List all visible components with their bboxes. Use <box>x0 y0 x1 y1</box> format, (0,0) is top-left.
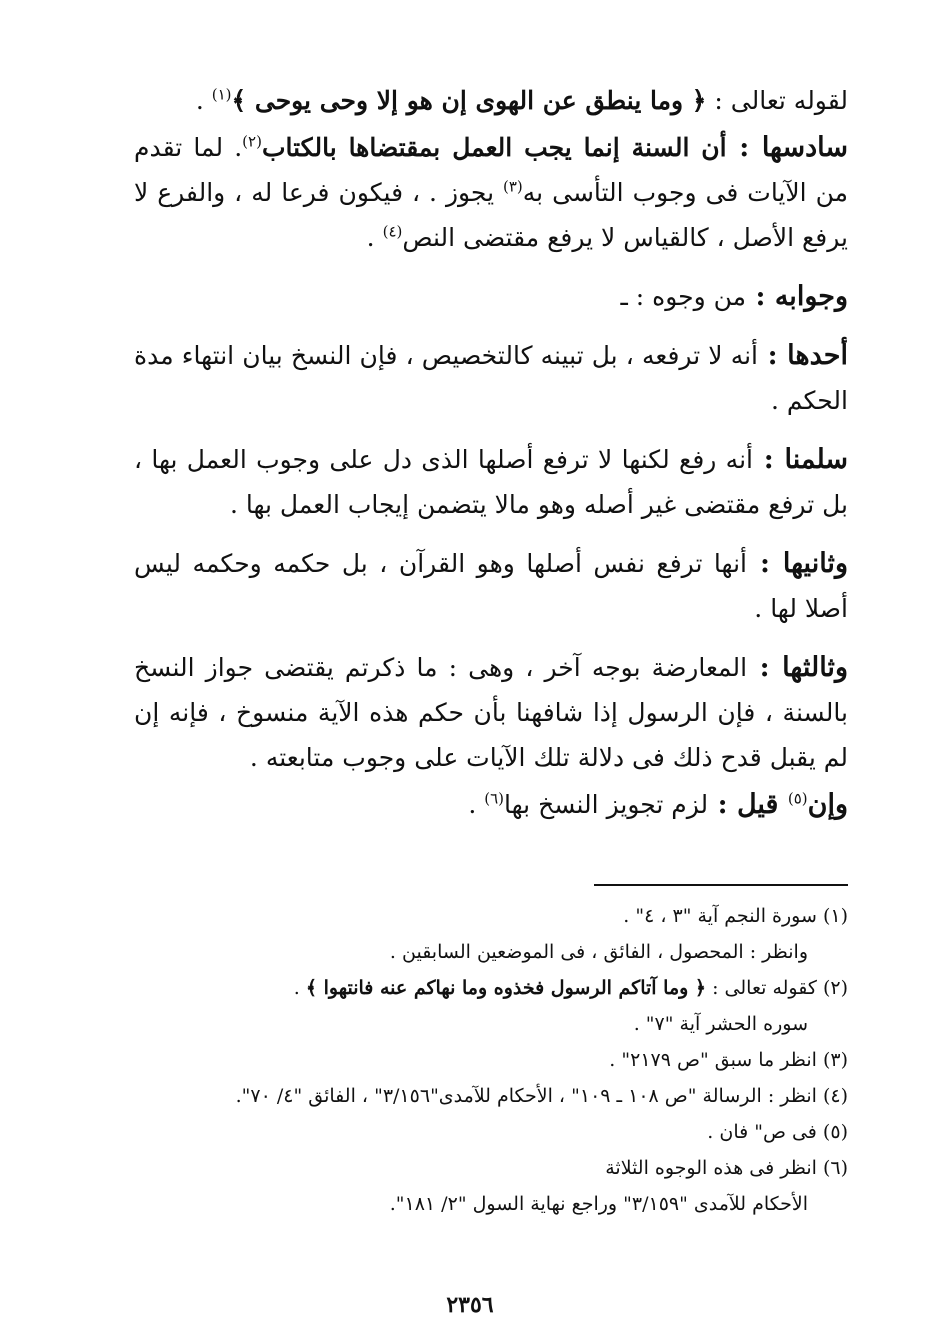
paragraph-text: لزم تجويز النسخ بها <box>504 790 709 819</box>
paragraph-intro <box>134 78 848 123</box>
main-text <box>134 78 848 827</box>
paragraph-tail: . <box>195 86 212 115</box>
footnote-tail: . <box>293 977 306 999</box>
paragraph-granted <box>134 437 848 527</box>
paragraph-text: أن السنة إنما يجب العمل بمقتضاها بالكتاب <box>261 133 727 162</box>
footnote-ref: (٣) <box>503 177 523 196</box>
paragraph-if-said <box>134 782 848 827</box>
footnote-2-continuation: سوره الحشر آية "٧" . <box>633 1013 808 1035</box>
footnote-ref: (٤) <box>382 222 403 241</box>
footnote-ref: (٥) <box>787 789 808 808</box>
footnote-ref: (٦) <box>484 789 505 808</box>
paragraph-text: أنه رفع لكنها لا ترفع أصلها الذى دل على وجوب العمل بها ، بل ترفع مقتضى غير أصله وهو مالا يتضمن إيجاب العمل بها . <box>134 445 848 519</box>
footnote-6-continuation: الأحكام للآمدى "٣/١٥٩" وراجع نهاية السول "٢/ ١٨١". <box>389 1193 808 1215</box>
quran-quote: ﴿ وما ينطق عن الهوى إن هو إلا وحى يوحى ﴾ <box>231 86 707 115</box>
section-lead: وثانيها : <box>746 548 848 579</box>
footnote-1: (١) سورة النجم آية "٣ ، ٤" . <box>623 905 848 927</box>
section-lead: وثالثها : <box>747 652 848 683</box>
section-lead: وإن <box>807 789 848 820</box>
footnote-ref: (١) <box>211 85 232 104</box>
footnote-2 <box>134 972 848 1004</box>
footnote-separator <box>594 884 848 886</box>
section-lead: أحدها : <box>758 340 848 371</box>
paragraph-tail: . <box>366 223 383 252</box>
footnote-5: (٥) فى ص" فان . <box>707 1121 848 1143</box>
section-lead: سلمنا : <box>752 444 849 475</box>
footnote-text: (٢) كقوله تعالى : <box>706 977 848 999</box>
footnote-3: (٣) انظر ما سبق "ص ٢١٧٩" . <box>609 1049 848 1071</box>
paragraph-text: أنه لا ترفعه ، بل تبينه كالتخصيص ، فإن النسخ بيان انتهاء مدة الحكم . <box>134 341 848 415</box>
paragraph-first <box>134 333 848 423</box>
footnote-ref: (٢) <box>242 132 262 151</box>
section-lead: قيل : <box>708 789 788 820</box>
footnotes <box>134 900 848 1224</box>
paragraph-answer <box>134 274 848 319</box>
footnote-6: (٦) انظر فى هذه الوجوه الثلاثة <box>605 1157 848 1179</box>
paragraph-tail: . <box>468 790 485 819</box>
quran-quote: ﴿ وما آتاكم الرسول فخذوه وما نهاكم عنه فانتهوا ﴾ <box>305 977 707 999</box>
paragraph-second <box>134 541 848 631</box>
footnote-4: (٤) انظر : الرسالة "ص ١٠٨ ـ ١٠٩" ، الأحكام للآمدى"٣/١٥٦" ، الفائق "٤/ ٧٠". <box>235 1085 848 1107</box>
section-lead: وجوابه : <box>746 281 848 312</box>
paragraph-sixth <box>134 125 848 260</box>
page-number: ٢٣٥٦ <box>446 1292 494 1318</box>
paragraph-text: أنها ترفع نفس أصلها وهو القرآن ، بل حكمه وحكمه ليس أصلا لها . <box>134 549 848 623</box>
paragraph-text: . لما تقدم من الآيات فى وجوب التأسى به <box>134 133 848 207</box>
footnote-1-continuation: وانظر : المحصول ، الفائق ، فى الموضعين السابقين . <box>389 941 808 963</box>
paragraph-text: من وجوه : ـ <box>620 282 747 311</box>
section-lead: سادسها : <box>726 132 848 163</box>
paragraph-third <box>134 645 848 780</box>
paragraph-text: المعارضة بوجه آخر ، وهى : ما ذكرتم يقتضى جواز النسخ بالسنة ، فإن الرسول إذا شافهنا بأن حكم هذه الآية منسوخ ، فإنه إن لم يقبل قدح ذلك فى دلالة تلك الآيات على وجوب متابعته . <box>134 653 848 772</box>
paragraph-text: يجوز . ، فيكون فرعا له ، والفرع لا يرفع الأصل ، كالقياس لا يرفع مقتضى النص <box>134 178 848 252</box>
paragraph-text: لقوله تعالى : <box>706 86 848 115</box>
